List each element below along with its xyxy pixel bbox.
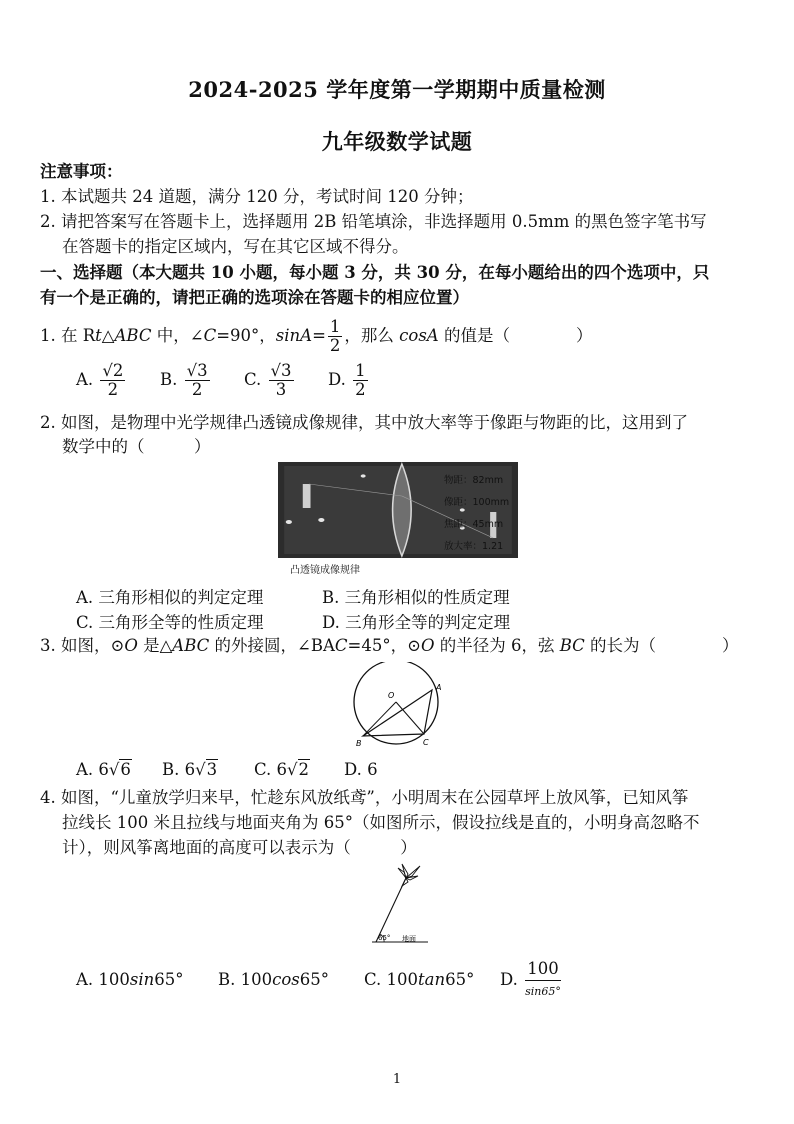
option-den: 3: [275, 380, 287, 399]
point-label-c: C: [423, 738, 429, 747]
q1-text: C: [203, 326, 217, 345]
q1-text: cosA: [399, 326, 439, 345]
q3-text: ABC: [172, 636, 210, 655]
radius-oc: [396, 702, 424, 734]
q1-text: ，那么: [344, 326, 400, 345]
option-label: C.: [244, 370, 262, 389]
q1-text: =90°，: [216, 326, 276, 345]
option-label: A. 100: [76, 970, 130, 989]
q3-text: 的外接圆，∠BA: [209, 636, 335, 655]
q3-text: 3. 如图，⊙: [40, 636, 125, 655]
option-den: 2: [191, 380, 203, 399]
question-3-stem: [40, 634, 739, 658]
exam-title: 2024-2025 学年度第一学期期中质量检测: [188, 77, 606, 102]
q1-fraction-num: 1: [329, 317, 341, 336]
q3-text: O: [124, 636, 138, 655]
point-label-a: A: [436, 683, 442, 692]
kite-figure: [362, 862, 442, 950]
option-den: sin65°: [525, 985, 561, 998]
notes-item-2-line-1: 2. 请把答案写在答题卡上，选择题用 2B 铅笔填涂，非选择题用 0.5mm 的黑色签字笔书写: [40, 212, 707, 231]
triangle-abc: [363, 690, 432, 736]
option-label: D.: [500, 970, 518, 989]
q1-option-c: [244, 362, 296, 399]
option-label: D.: [328, 370, 346, 389]
q1-option-b: [160, 362, 212, 399]
q2-option-a: A. 三角形相似的判定定理: [76, 588, 264, 607]
kite-icon: [398, 864, 420, 886]
q4-option-c: [364, 970, 474, 989]
q2-option-c: C. 三角形全等的性质定理: [76, 613, 264, 632]
q3-text: =45°，⊙: [347, 636, 421, 655]
q3-text: 的长为（ ）: [584, 636, 739, 655]
option-label: B.: [160, 370, 178, 389]
ground-label: 地面: [402, 935, 416, 943]
question-2-line-1: 2. 如图，是物理中光学规律凸透镜成像规律，其中放大率等于像距与物距的比，这用到了: [40, 413, 688, 432]
q1-text: 中，∠: [151, 326, 204, 345]
q1-text: △: [101, 326, 115, 345]
option-num: 100: [525, 958, 561, 981]
notes-item-1: 1. 本试题共 24 道题，满分 120 分，考试时间 120 分钟；: [40, 187, 474, 206]
question-1-stem: [40, 318, 592, 355]
notes-item-2-line-2: 在答题卡的指定区域内，写在其它区域不得分。: [62, 237, 409, 256]
option-den: 2: [355, 380, 366, 399]
q1-text: t: [95, 326, 102, 345]
option-label: A. 6: [76, 760, 109, 779]
option-num: √3: [270, 361, 292, 380]
q3-option-c: [254, 760, 310, 779]
q3-option-d: D. 6: [344, 760, 378, 779]
q1-text: 的值是（ ）: [438, 326, 593, 345]
option-num: √3: [186, 361, 208, 380]
option-label: C. 100: [364, 970, 419, 989]
question-2-line-2: 数学中的（ ）: [62, 437, 211, 456]
question-4-line-2: 拉线长 100 米且拉线与地面夹角为 65°（如图所示，假设拉线是直的，小明身高忽略不: [62, 813, 700, 832]
option-num: √2: [102, 361, 124, 380]
q1-fraction: [328, 318, 343, 355]
lens-figure-labels: [444, 470, 509, 558]
option-den: 2: [107, 380, 119, 399]
option-fn: tan: [418, 970, 446, 989]
option-label: B. 6: [162, 760, 196, 779]
sqrt-icon: √6: [108, 760, 131, 779]
q4-option-d: [500, 958, 563, 1003]
option-label: B. 100: [218, 970, 273, 989]
sqrt-icon: √2: [287, 760, 310, 779]
q3-text: C: [334, 636, 348, 655]
q3-option-b: [162, 760, 218, 779]
q3-text: BC: [559, 636, 585, 655]
q1-text: ABC: [114, 326, 152, 345]
q3-text: 是△: [137, 636, 173, 655]
q3-text: O: [420, 636, 435, 655]
option-radicand: 6: [120, 760, 131, 779]
q1-text: sinA: [275, 326, 313, 345]
q1-option-d: [328, 362, 370, 399]
q3-text: 的半径为 6，弦: [434, 636, 560, 655]
option-fn: cos: [272, 970, 300, 989]
kite-string: [376, 878, 406, 942]
option-deg: 65°: [154, 970, 184, 989]
q1-text: =: [312, 326, 326, 345]
notes-heading: 注意事项：: [40, 162, 123, 181]
lens-label-magnification: 放大率：1.21: [444, 541, 504, 552]
option-radicand: 2: [298, 760, 310, 779]
option-fn: sin: [129, 970, 155, 989]
question-4-line-1: 4. 如图，“儿童放学归来早，忙趁东风放纸鸢”，小明周末在公园草坪上放风筝，已知风筝: [40, 788, 689, 807]
lens-label-image-distance: 像距：100mm: [444, 497, 510, 508]
option-label: A.: [76, 370, 94, 389]
sqrt-icon: √3: [195, 760, 218, 779]
radius-ob: [363, 702, 396, 736]
question-4-line-3: 计），则风筝离地面的高度可以表示为（ ）: [62, 838, 417, 857]
lens-label-focal-length: 焦距：45mm: [444, 519, 504, 530]
circumcircle-figure: [346, 662, 450, 752]
lens-label-object-distance: 物距：82mm: [444, 475, 504, 486]
q1-option-a: [76, 362, 127, 399]
option-deg: 65°: [299, 970, 330, 989]
q1-text: 1. 在 R: [40, 326, 96, 345]
page-number: 1: [392, 1072, 402, 1087]
option-num: 1: [355, 361, 366, 380]
option-deg: 65°: [445, 970, 475, 989]
point-label-o: O: [388, 691, 395, 700]
q4-option-a: [76, 970, 184, 989]
q1-fraction-den: 2: [329, 336, 341, 355]
option-radicand: 3: [206, 760, 218, 779]
q4-option-b: [218, 970, 329, 989]
section-1-heading-line-2: 有一个是正确的，请把正确的选项涂在答题卡的相应位置）: [40, 288, 469, 307]
exam-subtitle: 九年级数学试题: [321, 129, 473, 154]
q3-option-a: [76, 760, 132, 779]
option-label: C. 6: [254, 760, 288, 779]
q2-option-b: B. 三角形相似的性质定理: [322, 588, 510, 607]
angle-label: 65°: [378, 934, 391, 942]
lens-figure-caption: 凸透镜成像规律: [290, 565, 360, 576]
q2-option-d: D. 三角形全等的判定定理: [322, 613, 511, 632]
point-label-b: B: [356, 739, 362, 748]
section-1-heading-line-1: 一、选择题（本大题共 10 小题，每小题 3 分，共 30 分，在每小题给出的四个选项中，只: [40, 263, 710, 282]
